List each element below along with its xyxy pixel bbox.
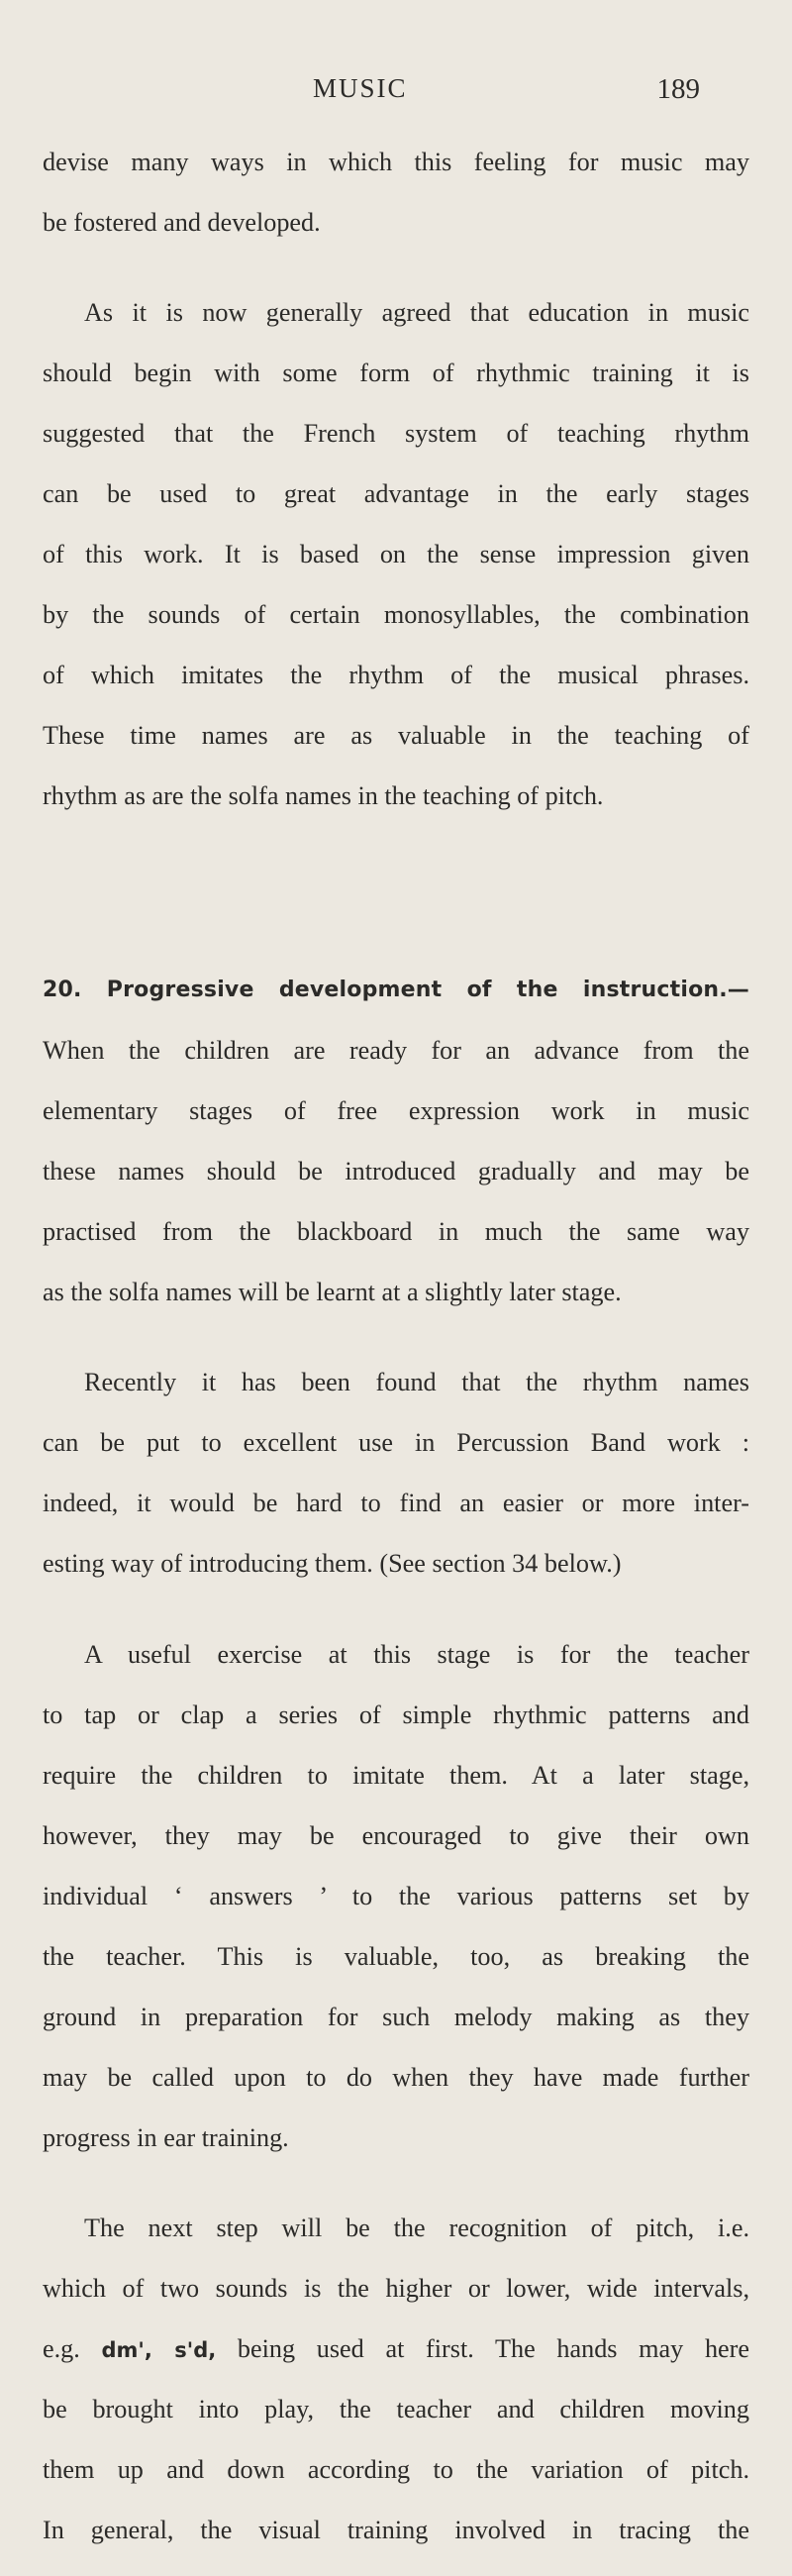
- text-line: practised from the blackboard in much the same way: [43, 1216, 749, 1246]
- text-line: be brought into play, the teacher and children moving: [43, 2395, 749, 2423]
- solfa-notation: dm', s'd,: [101, 2338, 217, 2362]
- text-line: to tap or clap a series of simple rhythmic patterns and: [43, 1700, 749, 1729]
- section-heading: 20. Progressive development of the instruction.—: [43, 977, 749, 1002]
- text-line: ground in preparation for such melody making as they: [43, 2002, 749, 2031]
- text-line: individual ‘ answers ’ to the various patterns set by: [43, 1881, 749, 1910]
- text-line: When the children are ready for an advance from the: [43, 1035, 749, 1065]
- text-line: by the sounds of certain monosyllables, the combination: [43, 600, 749, 629]
- text-line: indeed, it would be hard to find an easier or more inter-: [43, 1489, 749, 1517]
- text-line: these names should be introduced gradually and may be: [43, 1156, 749, 1185]
- section-gap: [43, 873, 749, 915]
- text-line: suggested that the French system of teaching rhythm: [43, 419, 749, 448]
- text-line: them up and down according to the variation of pitch.: [43, 2455, 749, 2484]
- text-line: The next step will be the recognition of pitch, i.e.: [84, 2214, 749, 2242]
- text-line: In general, the visual training involved in tracing the: [43, 2516, 749, 2544]
- text-line: rhythm as are the solfa names in the teaching of pitch.: [43, 781, 604, 810]
- text-line: should begin with some form of rhythmic training it is: [43, 359, 749, 387]
- text-line: be fostered and developed.: [43, 207, 321, 237]
- running-title: MUSIC: [313, 73, 408, 103]
- running-head: [0, 73, 792, 113]
- text-line: as the solfa names will be learnt at a slightly later stage.: [43, 1277, 622, 1306]
- text-line: which of two sounds is the higher or lower, wide intervals,: [43, 2274, 749, 2303]
- text-line: can be put to excellent use in Percussion Band work :: [43, 1428, 749, 1457]
- text-line: require the children to imitate them. At a later stage,: [43, 1760, 749, 1790]
- text-line: may be called upon to do when they have made further: [43, 2062, 749, 2092]
- text-line: of this work. It is based on the sense impression given: [43, 540, 749, 568]
- text-line: These time names are as valuable in the teaching of: [43, 721, 749, 750]
- text-line: Recently it has been found that the rhythm names: [84, 1368, 749, 1396]
- page-number: 189: [656, 73, 700, 105]
- text-fragment: being used at first. The hands may here: [216, 2334, 750, 2363]
- text-line: [43, 2334, 749, 2365]
- text-line: devise many ways in which this feeling for music may: [43, 147, 749, 176]
- text-line: esting way of introducing them. (See section 34 below.): [43, 1549, 622, 1578]
- body-text: [43, 117, 749, 2576]
- text-fragment: e.g.: [43, 2334, 102, 2363]
- text-line: elementary stages of free expression work in music: [43, 1095, 749, 1125]
- text-line: the teacher. This is valuable, too, as breaking the: [43, 1941, 749, 1971]
- text-line: As it is now generally agreed that education in music: [84, 298, 749, 327]
- text-line: A useful exercise at this stage is for the teacher: [84, 1639, 749, 1669]
- text-line: can be used to great advantage in the early stages: [43, 479, 749, 508]
- text-line: progress in ear training.: [43, 2122, 289, 2152]
- text-line: of which imitates the rhythm of the musical phrases.: [43, 661, 749, 689]
- text-line: however, they may be encouraged to give their own: [43, 1820, 749, 1850]
